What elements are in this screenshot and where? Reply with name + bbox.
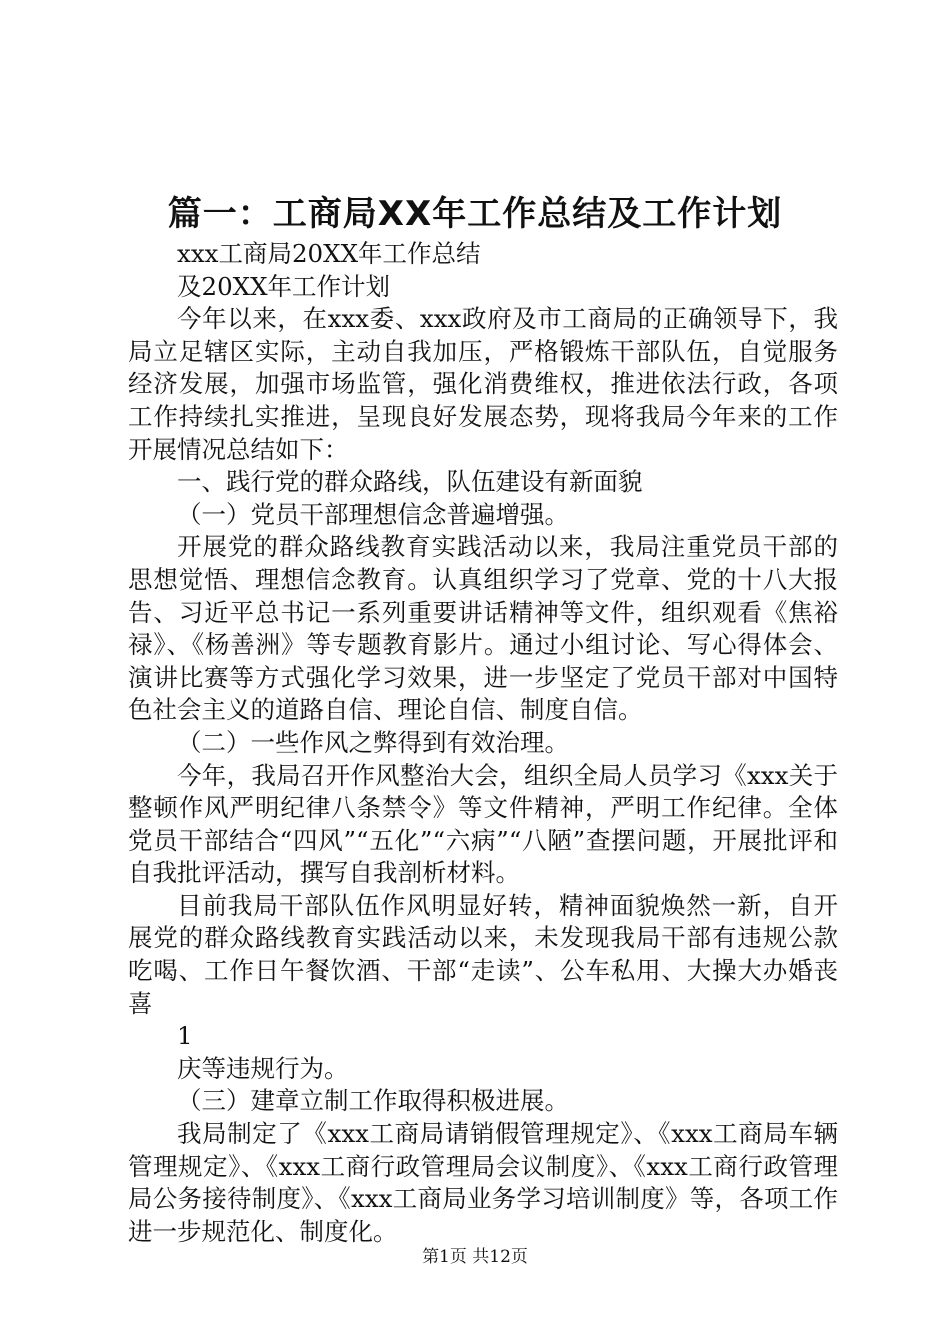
paragraph-3: 目前我局干部队伍作风明显好转，精神面貌焕然一新，自开展党的群众路线教育实践活动以来，未发现我局干部有违规公款吃喝、工作日午餐饮酒、干部“走读”、公车私用、大操大办婚丧喜 <box>128 890 838 1018</box>
document-title: 篇一：工商局XX年工作总结及工作计划 <box>167 194 783 234</box>
subtitle-line-2: 及20XX年工作计划 <box>177 271 391 301</box>
subsection-heading-2: （二）一些作风之弊得到有效治理。 <box>177 727 569 757</box>
paragraph-3-continued: 庆等违规行为。 <box>177 1053 349 1083</box>
subtitle-line-1: xxx工商局20XX年工作总结 <box>177 239 481 268</box>
paragraph-4: 我局制定了《xxx工商局请销假管理规定》、《xxx工商局车辆管理规定》、《xxx工商行政管理局会议制度》、《xxx工商行政管理局公务接待制度》、《xxx工商局业务学习培训制度》等，各项工作进一步规范化、制度化。 <box>128 1119 838 1246</box>
page-footer: 第1页 共12页 <box>422 1247 528 1267</box>
section-heading-1: 一、践行党的群众路线，队伍建设有新面貌 <box>177 467 643 497</box>
subsection-heading-3: （三）建章立制工作取得积极进展。 <box>177 1086 569 1116</box>
subsection-heading-1: （一）党员干部理想信念普遍增强。 <box>177 499 569 529</box>
intro-paragraph: 今年以来，在xxx委、xxx政府及市工商局的正确领导下，我局立足辖区实际，主动自我加压，严格锻炼干部队伍，自觉服务经济发展，加强市场监管，强化消费维权，推进依法行政，各项工作持续扎实推进，呈现良好发展态势，现将我局今年来的工作开展情况总结如下： <box>128 304 838 464</box>
inline-page-number: 1 <box>177 1021 193 1051</box>
paragraph-1: 开展党的群众路线教育实践活动以来，我局注重党员干部的思想觉悟、理想信念教育。认真组织学习了党章、党的十八大报告、习近平总书记一系列重要讲话精神等文件，组织观看《焦裕禄》、《杨善洲》等专题教育影片。通过小组讨论、写心得体会、演讲比赛等方式强化学习效果，进一步坚定了党员干部对中国特色社会主义的道路自信、理论自信、制度自信。 <box>128 532 838 725</box>
document-body <box>128 238 838 1248</box>
paragraph-2: 今年，我局召开作风整治大会，组织全局人员学习《xxx关于整顿作风严明纪律八条禁令》等文件精神，严明工作纪律。全体党员干部结合“四风”“五化”“六病”“八陋”查摆问题，开展批评和自我批评活动，撰写自我剖析材料。 <box>128 760 838 888</box>
